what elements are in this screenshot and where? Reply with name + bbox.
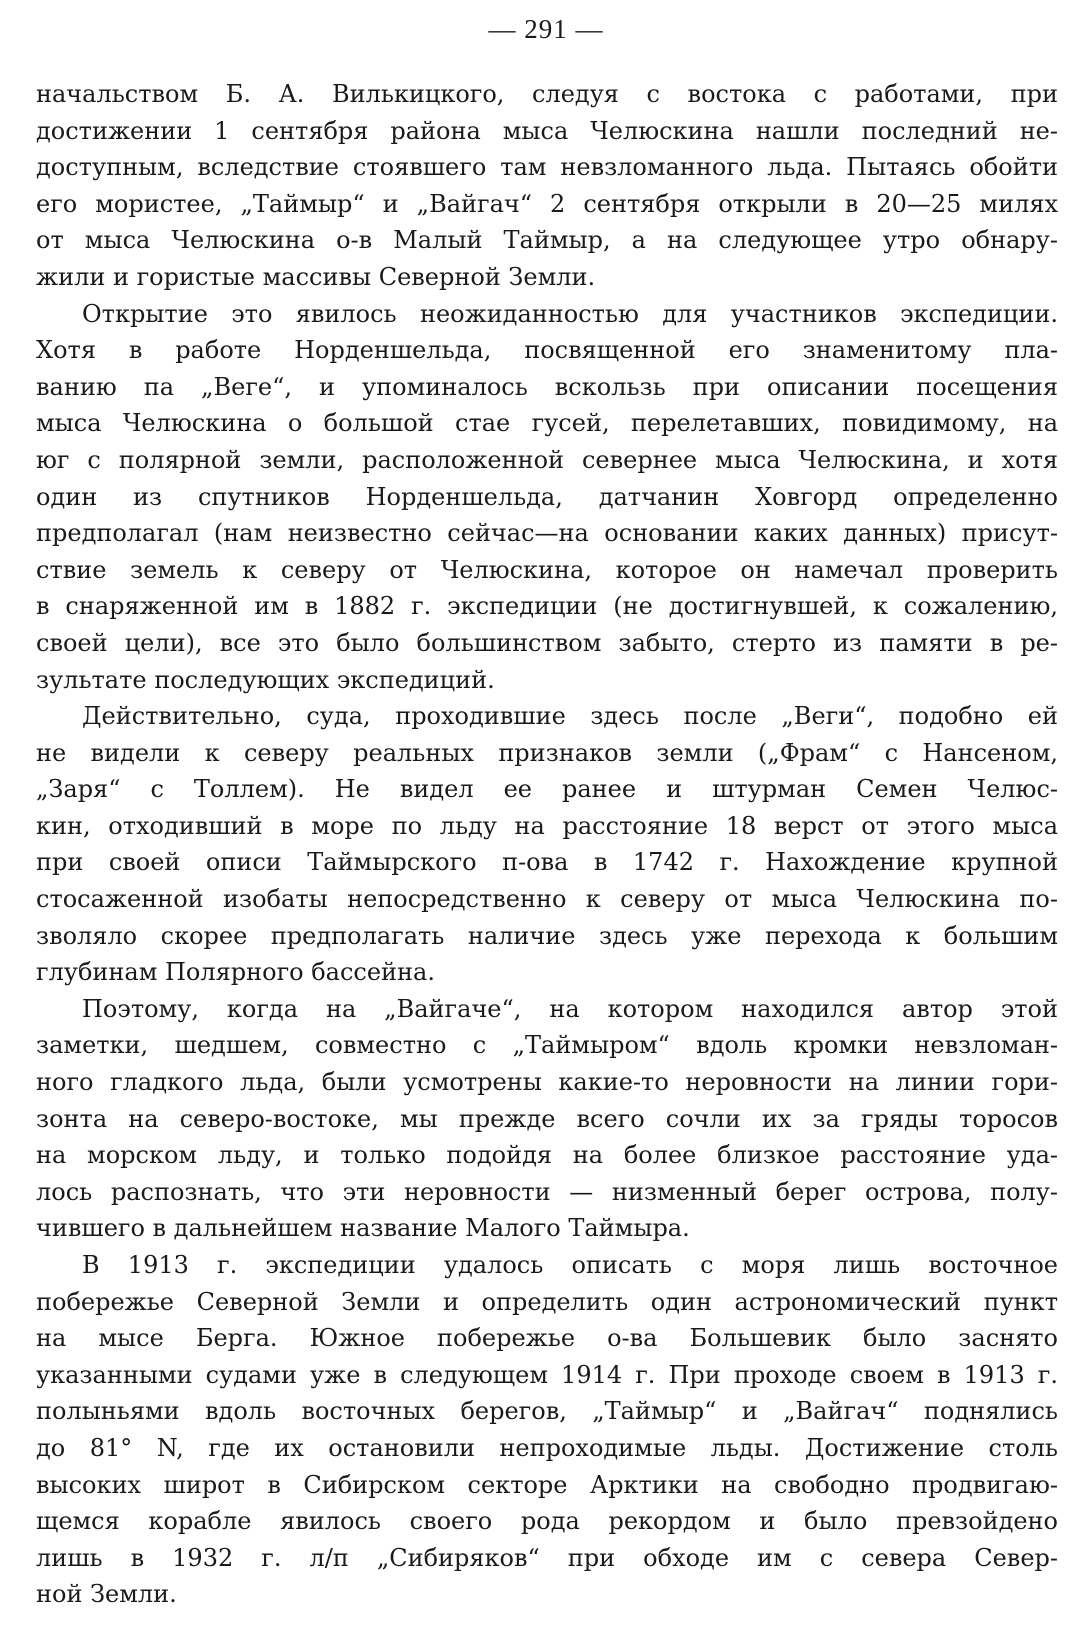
text-line: щемся корабле явилось своего рода рекордом и было превзойдено bbox=[36, 1507, 1058, 1536]
text-line: ствие земель к северу от Челюскина, которое он намечал проверить bbox=[36, 555, 1058, 584]
text-line: при своей описи Таймырского п-ова в 1742 г. Нахождение крупной bbox=[36, 848, 1058, 877]
text-line: лишь в 1932 г. л/п „Сибиряков“ при обходе им с севера Север- bbox=[36, 1543, 1058, 1572]
text-line: ванию па „Веге“, и упоминалось вскользь при описании посещения bbox=[36, 372, 1058, 401]
text-line: глубинам Полярного бассейна. bbox=[36, 958, 435, 987]
text-line: кин, отходивший в море по льду на расстояние 18 верст от этого мыса bbox=[36, 811, 1058, 840]
text-line: в снаряженной им в 1882 г. экспедиции (не достигнувшей, к сожалению, bbox=[36, 592, 1058, 621]
text-line: зультате последующих экспедиций. bbox=[36, 665, 495, 694]
text-line: от мыса Челюскина о-в Малый Таймыр, а на следующее утро обнару- bbox=[36, 226, 1058, 255]
text-line: лось распознать, что эти неровности — низменный берег острова, полу- bbox=[36, 1177, 1058, 1206]
text-line: на мысе Берга. Южное побережье о-ва Большевик было заснято bbox=[36, 1324, 1058, 1353]
text-line: чившего в дальнейшем название Малого Таймыра. bbox=[36, 1214, 690, 1243]
text-line: на морском льду, и только подойдя на более близкое расстояние уда- bbox=[36, 1141, 1058, 1170]
text-line: ного гладкого льда, были усмотрены какие-то неровности на линии гори- bbox=[36, 1068, 1058, 1097]
text-line: мыса Челюскина о большой стае гусей, перелетавших, повидимому, на bbox=[36, 409, 1058, 438]
text-line: побережье Северной Земли и определить один астрономический пункт bbox=[36, 1287, 1058, 1316]
page-number: — 291 — bbox=[488, 14, 604, 44]
text-line: один из спутников Норденшельда, датчанин Ховгорд определенно bbox=[36, 482, 1058, 511]
text-line: Поэтому, когда на „Вайгаче“, на котором находился автор этой bbox=[82, 994, 1058, 1023]
text-line: его мористее, „Таймыр“ и „Вайгач“ 2 сентября открыли в 20—25 милях bbox=[36, 189, 1058, 218]
text-line: Открытие это явилось неожиданностью для участников экспедиции. bbox=[82, 299, 1058, 328]
text-line: заметки, шедшем, совместно с „Таймыром“ вдоль кромки невзломан- bbox=[36, 1031, 1058, 1060]
text-line: высоких широт в Сибирском секторе Арктики на свободно продвигаю- bbox=[36, 1470, 1058, 1499]
text-line: жили и гористые массивы Северной Земли. bbox=[36, 262, 596, 291]
text-line: В 1913 г. экспедиции удалось описать с моря лишь восточное bbox=[82, 1251, 1058, 1279]
text-line: указанными судами уже в следующем 1914 г. При проходе своем в 1913 г. bbox=[36, 1360, 1058, 1389]
text-line: полыньями вдоль восточных берегов, „Таймыр“ и „Вайгач“ поднялись bbox=[36, 1397, 1058, 1426]
text-line: начальством Б. А. Вилькицкого, следуя с востока с работами, при bbox=[36, 80, 1058, 108]
text-line: „Заря“ с Толлем). Не видел ее ранее и штурман Семен Челюс- bbox=[36, 775, 1058, 804]
text-line: ной Земли. bbox=[36, 1580, 177, 1609]
text-line: своей цели), все это было большинством забыто, стерто из памяти в ре- bbox=[36, 628, 1058, 657]
text-line: Действительно, суда, проходившие здесь после „Веги“, подобно ей bbox=[82, 702, 1058, 731]
text-line: юг с полярной земли, расположенной севернее мыса Челюскина, и хотя bbox=[36, 445, 1058, 474]
text-line: зволяло скорее предполагать наличие здесь уже перехода к большим bbox=[36, 921, 1058, 950]
text-line: предполагал (нам неизвестно сейчас—на основании каких данных) присут- bbox=[36, 519, 1058, 548]
text-line: Хотя в работе Норденшельда, посвященной его знаменитому пла- bbox=[36, 336, 1058, 365]
text-line: зонта на северо-востоке, мы прежде всего сочли их за гряды торосов bbox=[36, 1104, 1058, 1133]
text-line: доступным, вследствие стоявшего там невзломанного льда. Пытаясь обойти bbox=[36, 153, 1058, 182]
text-line: стосаженной изобаты непосредственно к северу от мыса Челюскина по- bbox=[36, 885, 1058, 914]
text-line: не видели к северу реальных признаков земли („Фрам“ с Нансеном, bbox=[36, 738, 1058, 767]
body-text bbox=[36, 76, 1058, 1613]
text-line: достижении 1 сентября района мыса Челюскина нашли последний не- bbox=[36, 116, 1058, 145]
text-line: до 81° N, где их остановили непроходимые льды. Достижение столь bbox=[36, 1433, 1058, 1462]
